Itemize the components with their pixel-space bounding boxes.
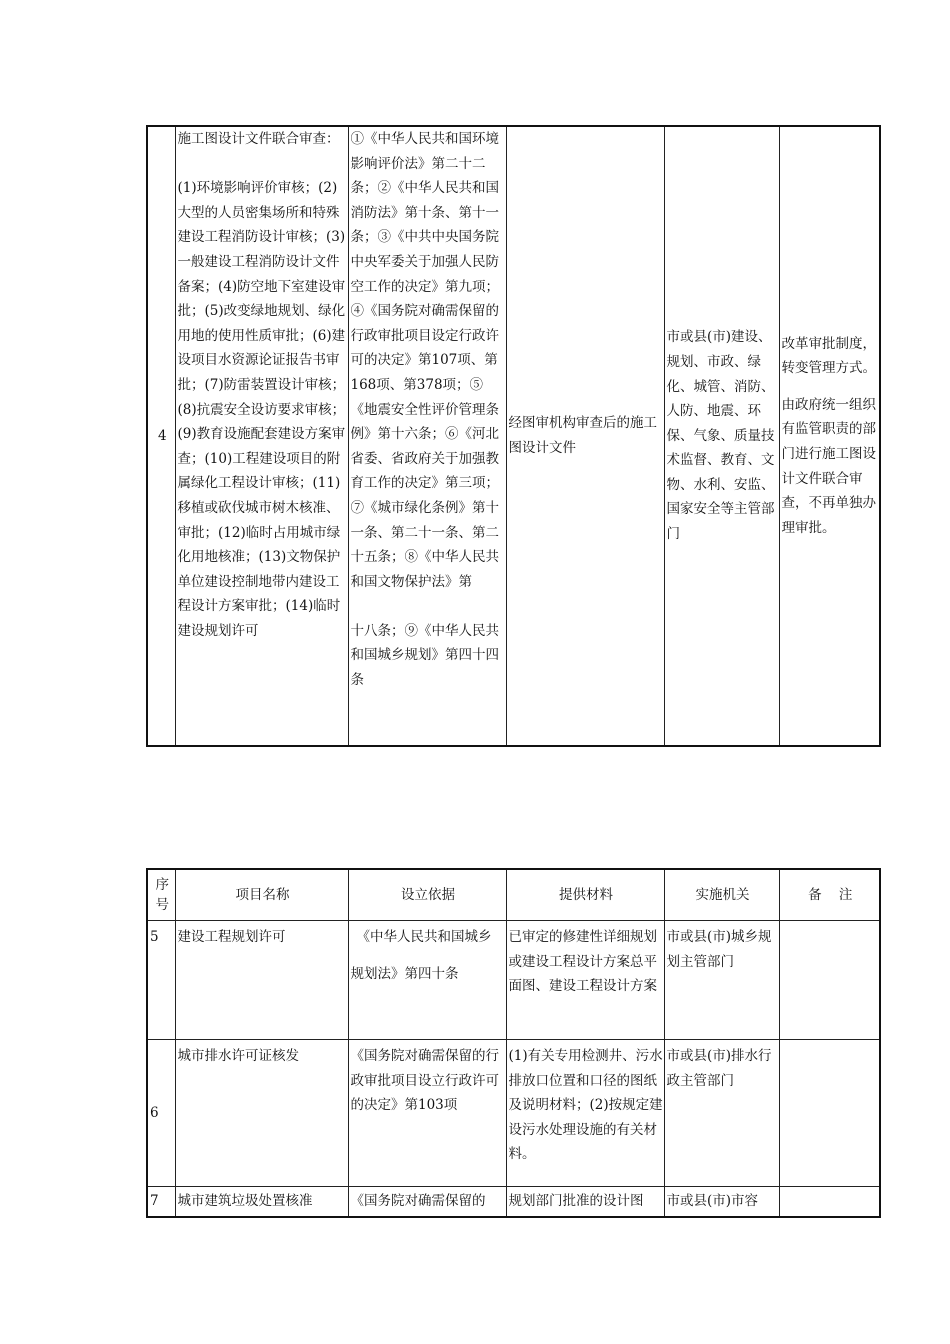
agency-cell: 市或县(市)城乡规划主管部门 (664, 921, 779, 1040)
approval-table-continued (146, 125, 881, 747)
header-agency: 实施机关 (664, 869, 779, 921)
remarks-cell (779, 126, 880, 746)
agency-cell: 市或县(市)排水行政主管部门 (664, 1040, 779, 1187)
remarks-cell (779, 1187, 880, 1217)
remarks-part1: 改革审批制度，转变管理方式。 (781, 335, 876, 377)
item-name: 建设工程规划许可 (175, 921, 348, 1040)
row-number: 5 (147, 921, 175, 1040)
materials-cell: 经图审机构审查后的施工图设计文件 (506, 126, 664, 746)
header-materials: 提供材料 (506, 869, 664, 921)
agency-cell: 市或县(市)建设、规划、市政、绿化、城管、消防、人防、地震、环保、气象、质量技术监督、教育、文物、水利、安监、国家安全等主管部门 (664, 126, 779, 746)
item-title: 施工图设计文件联合审查： (177, 131, 340, 147)
basis-line1: 《中华人民共和国城乡 (356, 929, 492, 945)
row-number: 7 (147, 1187, 175, 1217)
basis-text-part2: 十八条；⑨《中华人民共和国城乡规划》第四十四条 (350, 622, 499, 689)
table-row (147, 126, 880, 746)
materials-cell: 已审定的修建性详细规划或建设工程设计方案总平面图、建设工程设计方案 (506, 921, 664, 1040)
item-details: (1)环境影响评价审核；(2)大型的人员密集场所和特殊建设工程消防设计审核；(3)一般建设工程消防设计文件备案；(4)防空地下室建设审批；(5)改变绿地规划、绿化用地的使用性质审批；(6)建设项目水资源论证报告书审批；(7)防雷装置设计审核；(8)抗震安全设访要求审核；(9)教育设施配套建设方案审查；(10)工程建设项目的附属绿化工程设计审核；(11)移植或砍伐城市树木核准、审批；(12)临时占用城市绿化用地核准；(13)文物保护单位建设控制地带内建设工程设计方案审批；(14)临时建设规划许可 (177, 180, 346, 639)
row-number: 6 (147, 1040, 175, 1187)
basis-text-part1: ①《中华人民共和国环境影响评价法》第二十二条；②《中华人民共和国消防法》第十条、第十一条；③《中共中央国务院中央军委关于加强人民防空工作的决定》第九项；④《国务院对确需保留的行政审批项目设定行政许可的决定》第107项、第168项、第378项；⑤《地震安全性评价管理条例》第十六条；⑥《河北省委、省政府关于加强教育工作的决定》第三项；⑦《城市绿化条例》第十一条、第二十一条、第二十五条；⑧《中华人民共和国文物保护法》第 (350, 131, 499, 590)
materials-cell: (1)有关专用检测井、污水排放口位置和口径的图纸及说明材料；(2)按规定建设污水处理设施的有关材料。 (506, 1040, 664, 1187)
basis-cell (348, 126, 506, 746)
approval-table (146, 868, 881, 1218)
header-basis: 设立依据 (348, 869, 506, 921)
agency-cell: 市或县(市)市容 (664, 1187, 779, 1217)
basis-cell (348, 921, 506, 1040)
table-row (147, 1187, 880, 1217)
table-row (147, 921, 880, 1040)
remarks-part2: 由政府统一组织有监管职责的部门进行施工图设计文件联合审查，不再单独办理审批。 (781, 396, 876, 536)
item-name: 城市排水许可证核发 (175, 1040, 348, 1187)
item-name-cell (175, 126, 348, 746)
item-name: 城市建筑垃圾处置核准 (175, 1187, 348, 1217)
materials-cell: 规划部门批准的设计图 (506, 1187, 664, 1217)
header-remarks: 备 注 (779, 869, 880, 921)
row-number: 4 (147, 126, 175, 746)
basis-cell: 《国务院对确需保留的行政审批项目设立行政许可的决定》第103项 (348, 1040, 506, 1187)
header-item: 项目名称 (175, 869, 348, 921)
header-no: 序号 (147, 869, 175, 921)
remarks-cell (779, 1040, 880, 1187)
table-row (147, 1040, 880, 1187)
basis-cell: 《国务院对确需保留的 (348, 1187, 506, 1217)
remarks-cell (779, 921, 880, 1040)
table-header-row (147, 869, 880, 921)
basis-line2: 规划法》第四十条 (350, 965, 459, 982)
